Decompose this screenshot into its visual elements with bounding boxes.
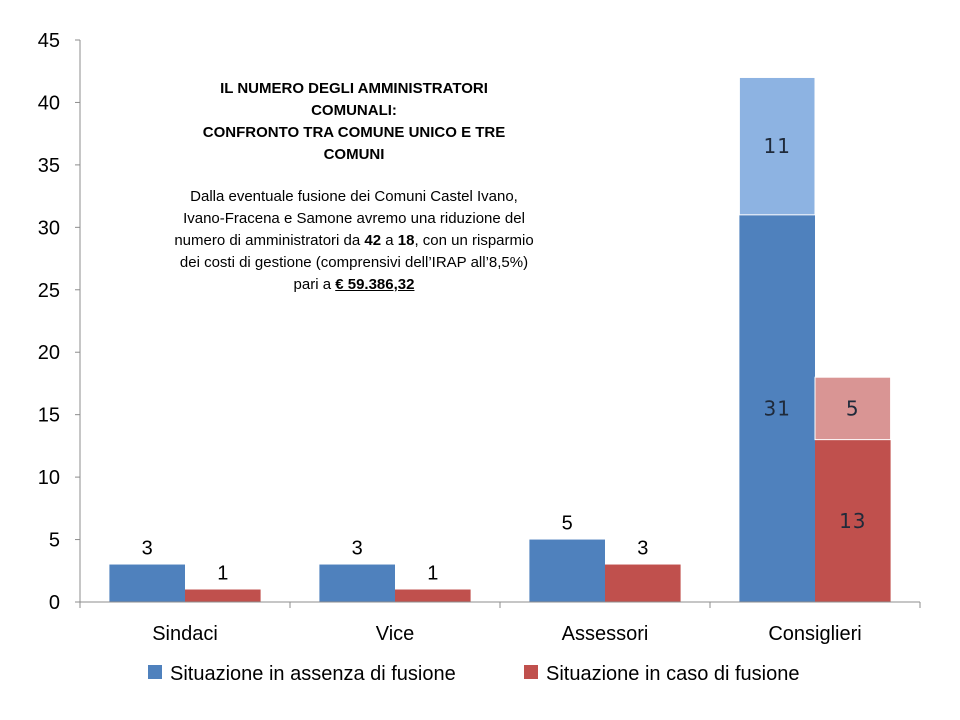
y-tick-label: 20 (37, 342, 60, 365)
y-axis (38, 30, 80, 614)
y-tick-label: 5 (48, 529, 60, 552)
annotation-title-line: COMUNI (323, 146, 385, 163)
x-tick-label: Consiglieri (768, 623, 862, 645)
data-label: 5 (845, 396, 860, 421)
annotation-title (168, 78, 540, 166)
annotation-text: Dalla eventuale fusione dei Comuni Castel Ivano, Ivano-Fracena e Samone avremo una riduzione del numero di amministratori da (174, 188, 525, 249)
annotation-title-line: COMUNALI: (311, 102, 397, 119)
to-value: 18 (397, 232, 415, 249)
annotation-box (168, 78, 540, 296)
x-tick-label: Vice (375, 623, 415, 645)
annotation-body (168, 186, 540, 296)
connector: a (385, 232, 394, 249)
legend-label: Situazione in assenza di fusione (170, 663, 456, 685)
y-tick-label: 35 (37, 154, 60, 177)
y-tick-label: 10 (37, 467, 60, 490)
x-axis (80, 602, 920, 645)
x-tick-label: Sindaci (152, 623, 218, 645)
bar (395, 590, 471, 602)
data-label: 1 (217, 562, 229, 585)
data-label: 1 (427, 562, 439, 585)
data-label: 5 (561, 512, 573, 535)
legend-swatch (148, 665, 162, 679)
annotation-text-2: , con un risparmio dei costi di gestione (comprensivi dell’IRAP all’8,5%) pari a (179, 232, 534, 293)
data-label: 31 (763, 396, 791, 421)
data-label: 3 (637, 537, 649, 560)
data-label: 3 (141, 537, 153, 560)
bar (529, 540, 605, 602)
bar (605, 565, 681, 602)
bar (319, 565, 395, 602)
bar (185, 590, 261, 602)
from-value: 42 (364, 232, 382, 249)
bar (109, 565, 185, 602)
legend (148, 663, 800, 685)
y-tick-label: 30 (37, 217, 60, 240)
legend-swatch (524, 665, 538, 679)
data-label: 11 (763, 134, 791, 159)
y-tick-label: 0 (48, 592, 60, 614)
legend-label: Situazione in caso di fusione (546, 663, 800, 685)
savings-value: € 59.386,32 (335, 276, 415, 293)
data-label: 13 (839, 508, 867, 533)
x-tick-label: Assessori (561, 623, 649, 645)
y-tick-label: 45 (37, 30, 60, 52)
y-tick-label: 25 (37, 279, 60, 302)
data-label: 3 (351, 537, 363, 560)
y-tick-label: 15 (37, 404, 60, 427)
annotation-title-line: IL NUMERO DEGLI AMMINISTRATORI (220, 80, 488, 97)
annotation-title-line: CONFRONTO TRA COMUNE UNICO E TRE (202, 124, 506, 141)
y-tick-label: 40 (37, 92, 60, 115)
